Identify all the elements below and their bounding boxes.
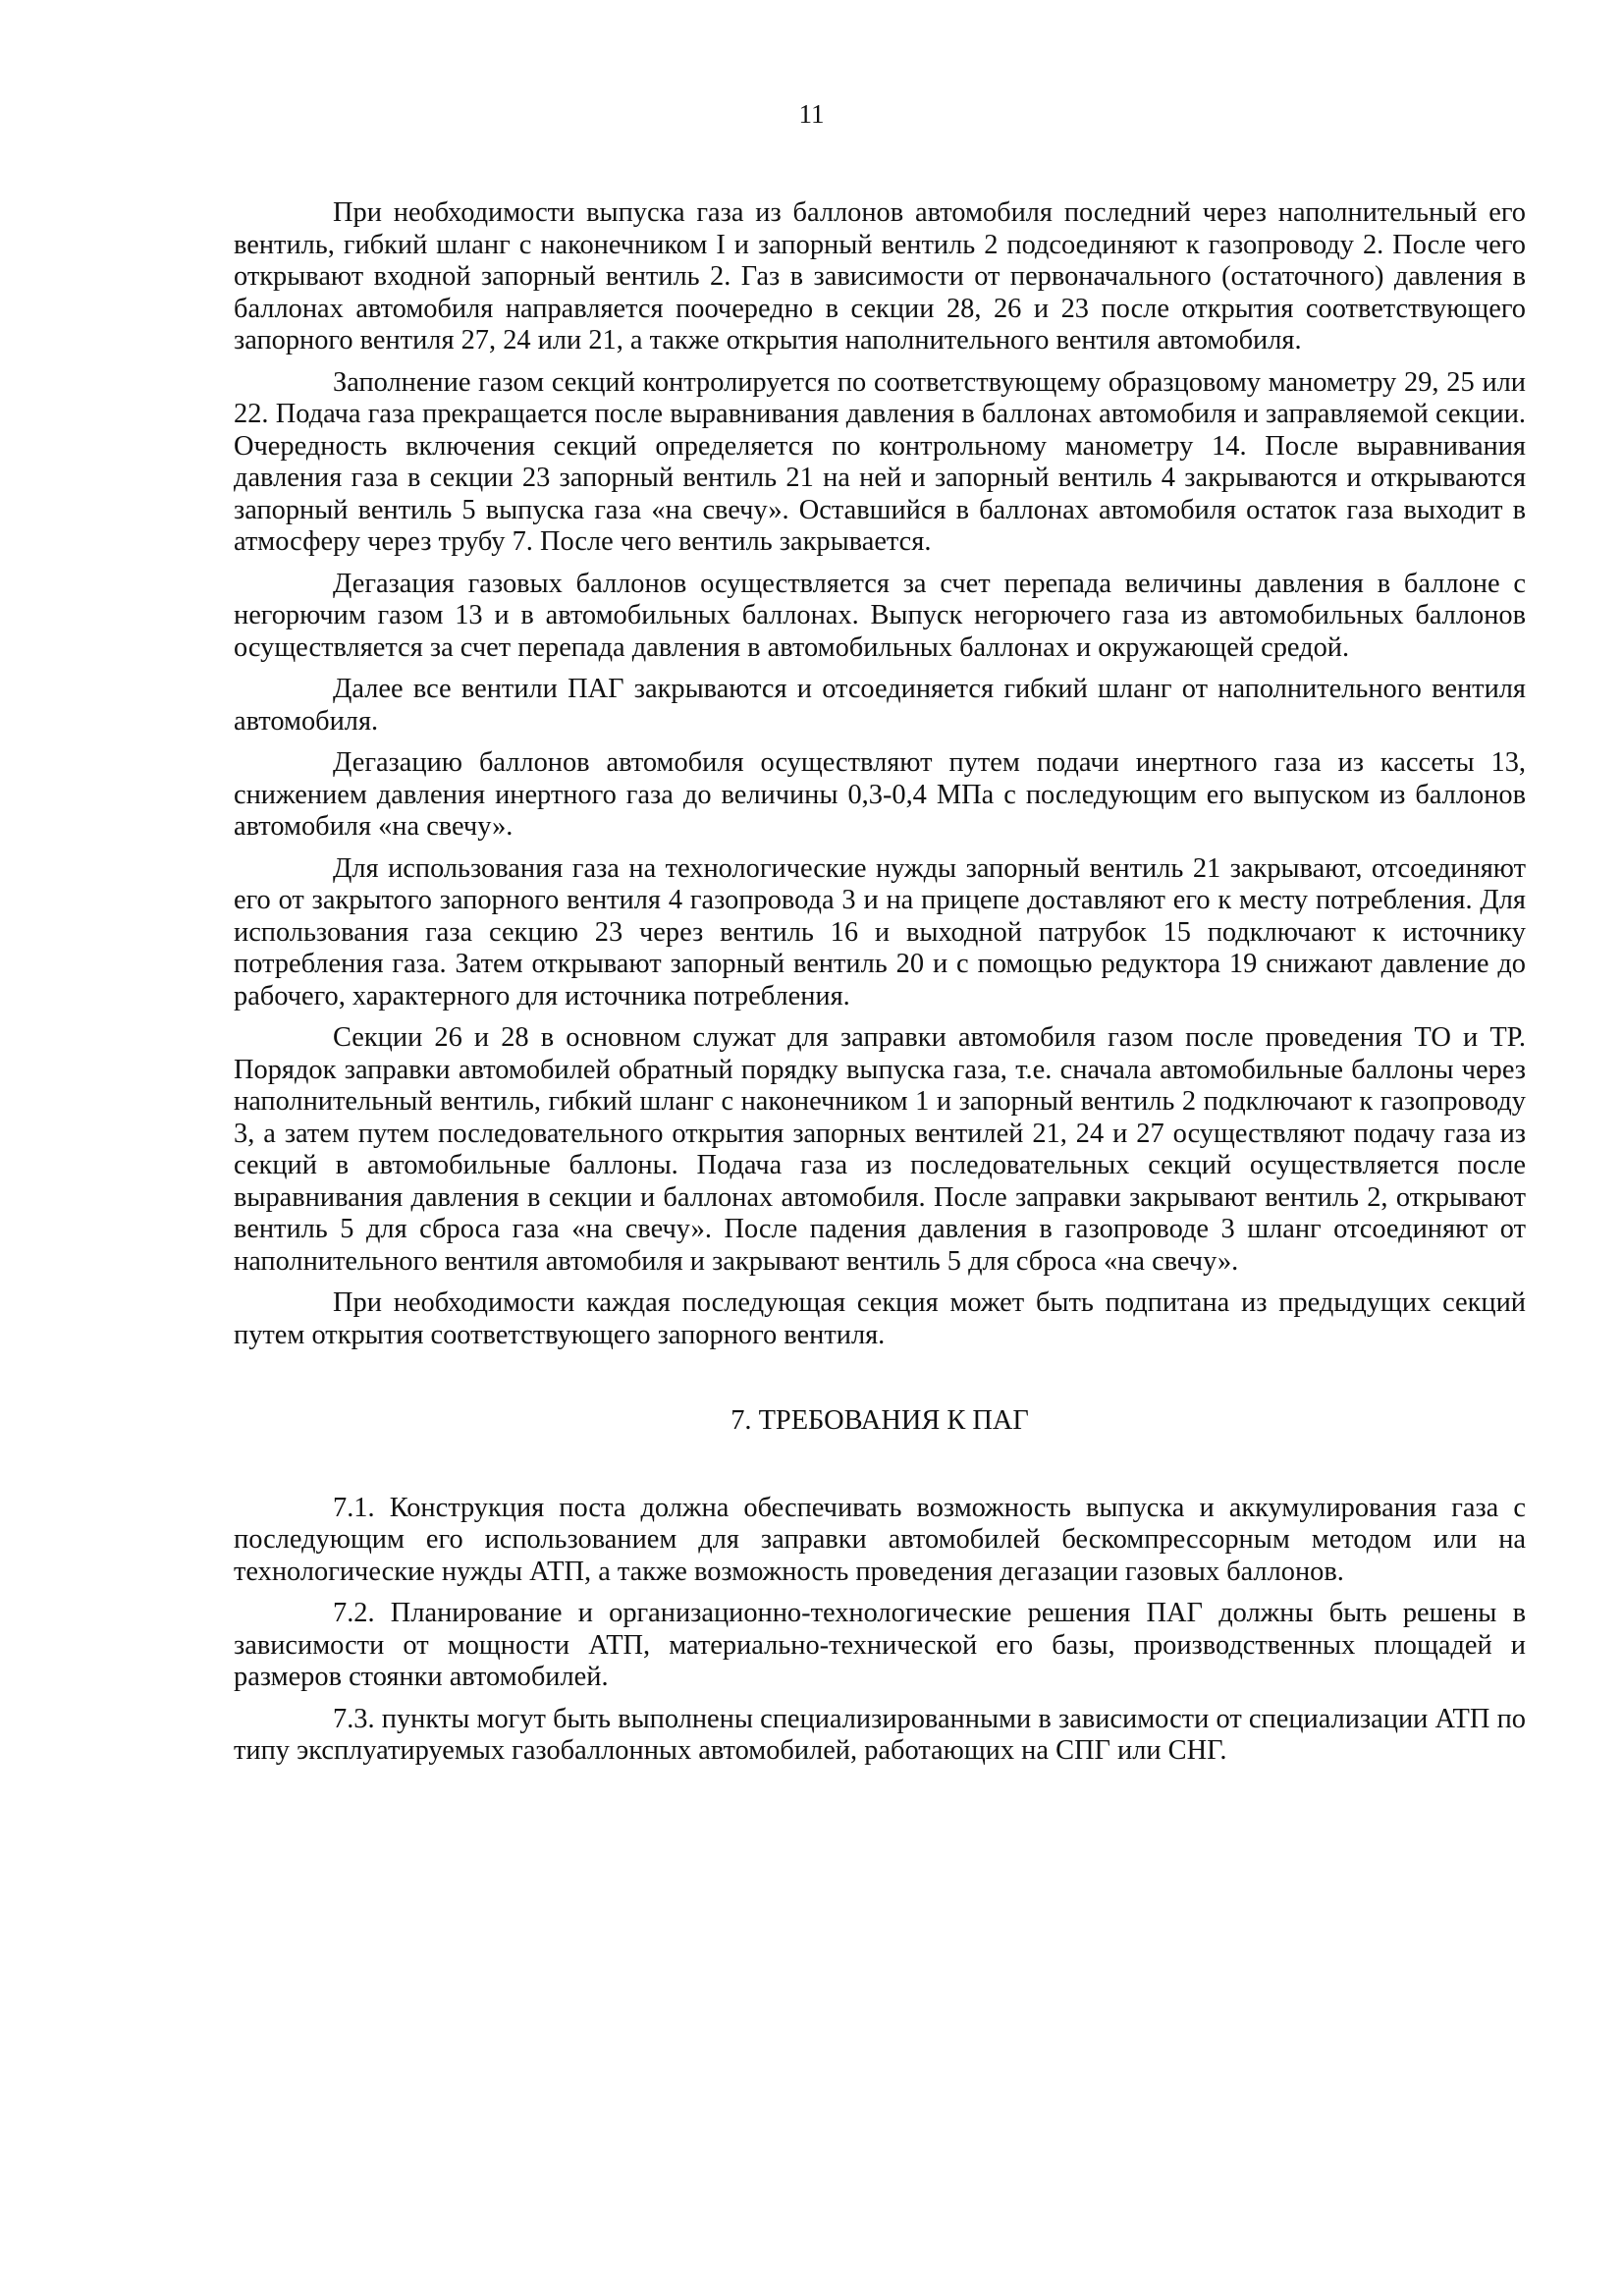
requirement-7-1: 7.1. Конструкция поста должна обеспечивать возможность выпуска и аккумулирования газа с последующим его использованием для заправки автомобилей бескомпрессорным методом или на технологические нужды АТП, а также возможность проведения дегазации газовых баллонов.	[234, 1492, 1526, 1587]
paragraph-technological-needs: Для использования газа на технологические нужды запорный вентиль 21 закрывают, отсоединяют его от закрытого запорного вентиля 4 газопровода 3 и на прицепе доставляют его к месту потребления. Для использования газа секцию 23 через вентиль 16 и выходной патрубок 15 подключают к источнику потребления газа. Затем открывают запорный вентиль 20 и с помощью редуктора 19 снижают давление до рабочего, характерного для источника потребления.	[234, 852, 1526, 1011]
document-body	[234, 197, 1526, 1777]
requirement-7-3: 7.3. пункты могут быть выполнены специализированными в зависимости от специализации АТП по типу эксплуатируемых газобаллонных автомобилей, работающих на СПГ или СНГ.	[234, 1703, 1526, 1766]
paragraph-inert-gas: Дегазацию баллонов автомобиля осуществляют путем подачи инертного газа из кассеты 13, снижением давления инертного газа до величины 0,3-0,4 МПа с последующим его выпуском из баллонов автомобиля «на свечу».	[234, 747, 1526, 842]
page-number: 11	[798, 99, 825, 129]
requirement-7-2: 7.2. Планирование и организационно-технологические решения ПАГ должны быть решены в зависимости от мощности АТП, материально-технической его базы, производственных площадей и размеров стоянки автомобилей.	[234, 1598, 1526, 1692]
paragraph-section-feeding: При необходимости каждая последующая секция может быть подпитана из предыдущих секций путем открытия соответствующего запорного вентиля.	[234, 1287, 1526, 1350]
paragraph-refueling: Секции 26 и 28 в основном служат для заправки автомобиля газом после проведения ТО и ТР. Порядок заправки автомобилей обратный порядку выпуска газа, т.е. сначала автомобильные баллоны через наполнительный вентиль, гибкий шланг с наконечником 1 и запорный вентиль 2 подключают к газопроводу 3, а затем путем последовательного открытия запорных вентилей 21, 24 и 27 осуществляют подачу газа из секций в автомобильные баллоны. Подача газа из последовательных секций осуществляется после выравнивания давления в секции и баллонах автомобиля. После заправки закрывают вентиль 2, открывают вентиль 5 для сброса газа «на свечу». После падения давления в газопроводе 3 шланг отсоединяют от наполнительного вентиля автомобиля и закрывают вентиль 5 для сброса «на свечу».	[234, 1022, 1526, 1277]
paragraph-section-filling: Заполнение газом секций контролируется по соответствующему образцовому манометру 29, 25 или 22. Подача газа прекращается после выравнивания давления в баллонах автомобиля и заправляемой секции. Очередность включения секций определяется по контрольному манометру 14. После выравнивания давления газа в секции 23 запорный вентиль 21 на ней и запорный вентиль 4 закрываются и открываются запорный вентиль 5 выпуска газа «на свечу». Оставшийся в баллонах автомобиля остаток газа выходит в атмосферу через трубу 7. После чего вентиль закрывается.	[234, 366, 1526, 557]
paragraph-gas-release: При необходимости выпуска газа из баллонов автомобиля последний через наполнительный его вентиль, гибкий шланг с наконечником I и запорный вентиль 2 подсоединяют к газопроводу 2. После чего открывают входной запорный вентиль 2. Газ в зависимости от первоначального (остаточного) давления в баллонах автомобиля направляется поочередно в секции 28, 26 и 23 после открытия соответствующего запорного вентиля 27, 24 или 21, а также открытия наполнительного вентиля автомобиля.	[234, 197, 1526, 355]
paragraph-degassing: Дегазация газовых баллонов осуществляется за счет перепада величины давления в баллоне с негорючим газом 13 и в автомобильных баллонах. Выпуск негорючего газа из автомобильных баллонов осуществляется за счет перепада давления в автомобильных баллонах и окружающей средой.	[234, 568, 1526, 663]
section-heading: 7. ТРЕБОВАНИЯ К ПАГ	[730, 1405, 1029, 1436]
paragraph-valves-closing: Далее все вентили ПАГ закрываются и отсоединяется гибкий шланг от наполнительного вентиля автомобиля.	[234, 674, 1526, 737]
